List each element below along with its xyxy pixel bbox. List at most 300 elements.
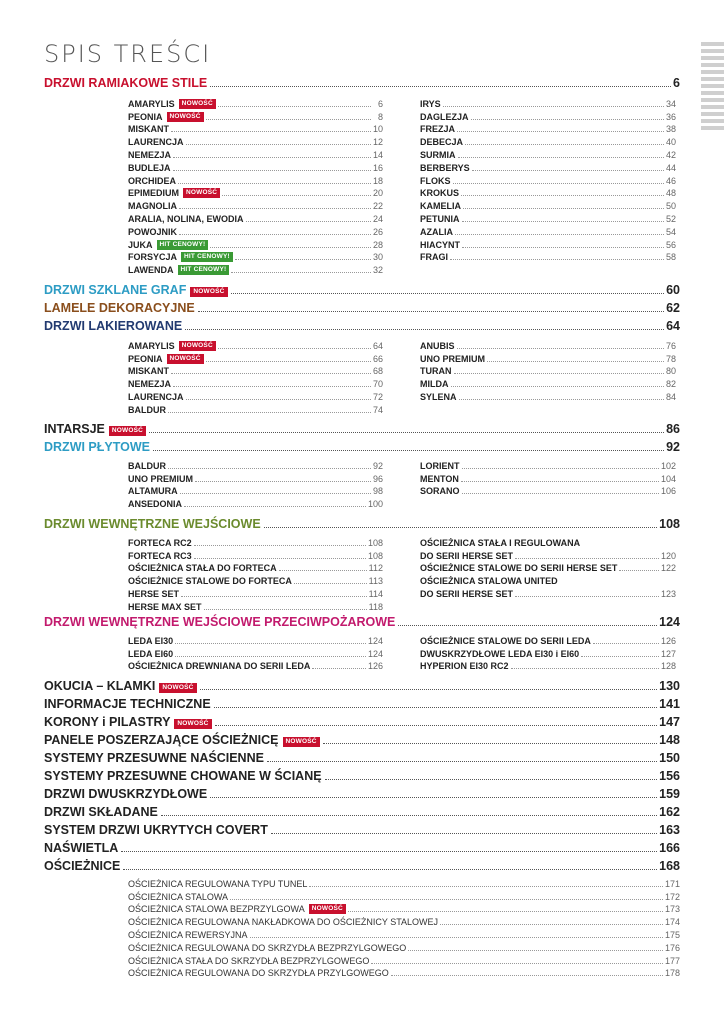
- leader-dots: [206, 119, 371, 120]
- leader-dots: [149, 432, 664, 433]
- entry-page: 8: [377, 111, 383, 122]
- leader-dots: [462, 221, 664, 222]
- entry-label: OŚCIEŻNICA REGULOWANA DO SKRZYDŁA PRZYLGOWEGO: [128, 968, 389, 979]
- entry-page: 172: [664, 891, 680, 902]
- leader-dots: [619, 570, 659, 571]
- toc-entry[interactable]: [420, 573, 676, 586]
- entry-page: 106: [660, 486, 676, 497]
- section-page: 130: [659, 679, 680, 693]
- entry-label: PEONIA: [128, 111, 163, 122]
- toc-entry[interactable]: [128, 364, 383, 377]
- leader-dots: [471, 119, 664, 120]
- leader-dots: [194, 558, 366, 559]
- entry-label: OŚCIEŻNICA REWERSYJNA: [128, 929, 248, 940]
- entry-label: ANSEDONIA: [128, 499, 183, 510]
- section-label: OKUCIA – KLAMKI: [44, 679, 156, 693]
- leader-dots: [309, 886, 663, 887]
- toc-entry[interactable]: [128, 940, 680, 953]
- entry-label: OŚCIEŻNICA STALOWA: [128, 891, 229, 902]
- section-label: DRZWI LAKIEROWANE: [44, 319, 183, 333]
- entry-label: BERBERYS: [420, 162, 470, 173]
- entry-label: OŚCIEŻNICA STALOWA BEZPRZYLGOWA: [128, 904, 305, 915]
- entry-page: 112: [368, 563, 383, 574]
- toc-entry[interactable]: [128, 548, 383, 561]
- section-przesuwne[interactable]: [44, 749, 680, 765]
- section-ramiakowe[interactable]: [44, 74, 680, 90]
- entry-page: 18: [372, 175, 383, 186]
- section-page: 86: [666, 422, 680, 436]
- toc-entry[interactable]: [420, 659, 676, 672]
- toc-entry[interactable]: [128, 147, 383, 160]
- entry-page: 46: [665, 175, 676, 186]
- toc-entry[interactable]: [420, 237, 676, 250]
- toc-entry[interactable]: [420, 186, 676, 199]
- entry-label: OŚCIEŻNICA REGULOWANA TYPU TUNEL: [128, 878, 308, 889]
- toc-entry[interactable]: [420, 548, 676, 561]
- entry-page: 68: [372, 366, 383, 377]
- entry-label: HERSE MAX SET: [128, 601, 202, 612]
- leader-dots: [515, 558, 659, 559]
- entry-label: LEDA EI30: [128, 635, 174, 646]
- leader-dots: [455, 234, 664, 235]
- entry-label: LORIENT: [420, 460, 460, 471]
- toc-entry[interactable]: [128, 484, 383, 497]
- entry-label: AZALIA: [420, 226, 453, 237]
- entry-label: EPIMEDIUM: [128, 188, 180, 199]
- section-label: SYSTEM DRZWI UKRYTYCH COVERT: [44, 823, 268, 837]
- leader-dots: [250, 937, 663, 938]
- toc-entry[interactable]: [420, 458, 676, 471]
- entry-page: 128: [660, 661, 676, 672]
- leader-dots: [267, 761, 657, 762]
- new-badge: NOWOŚĆ: [309, 904, 346, 914]
- toc-entry[interactable]: [128, 914, 680, 927]
- toc-entry[interactable]: [420, 484, 676, 497]
- new-badge: NOWOŚĆ: [283, 737, 320, 747]
- leader-dots: [175, 643, 366, 644]
- section-chowane[interactable]: [44, 767, 680, 783]
- toc-entry[interactable]: [128, 496, 383, 509]
- entry-label: DO SERII HERSE SET: [420, 550, 514, 561]
- section-label: PANELE POSZERZAJĄCE OŚCIEŻNICĘ: [44, 733, 279, 747]
- section-wejsciowe[interactable]: [44, 515, 680, 531]
- entry-page: 80: [665, 366, 676, 377]
- entry-label: BALDUR: [128, 404, 166, 415]
- toc-entry[interactable]: [128, 122, 383, 135]
- entry-page: 82: [665, 379, 676, 390]
- leader-dots: [462, 493, 659, 494]
- entry-label: OŚCIEŻNICA STAŁA DO FORTECA: [128, 563, 277, 574]
- entry-page: 118: [368, 601, 383, 612]
- leader-dots: [458, 157, 664, 158]
- toc-entry[interactable]: [128, 902, 680, 915]
- toc-entry[interactable]: [128, 953, 680, 966]
- entry-page: 24: [372, 213, 383, 224]
- toc-entry[interactable]: [128, 876, 680, 889]
- leader-dots: [179, 208, 371, 209]
- entry-page: 173: [664, 904, 680, 915]
- section-label: INFORMACJE TECHNICZNE: [44, 697, 211, 711]
- entry-page: 28: [372, 239, 383, 250]
- leader-dots: [371, 963, 663, 964]
- entry-label: DEBECJA: [420, 137, 464, 148]
- entry-label: PETUNIA: [420, 213, 460, 224]
- toc-entry[interactable]: [420, 211, 676, 224]
- entry-page: 171: [664, 878, 680, 889]
- toc-entry[interactable]: [420, 250, 676, 263]
- toc-entry[interactable]: [128, 927, 680, 940]
- toc-entry[interactable]: [420, 198, 676, 211]
- section-szklane[interactable]: [44, 281, 680, 297]
- section-label: OŚCIEŻNICE: [44, 859, 121, 873]
- toc-entry[interactable]: [128, 173, 383, 186]
- leader-dots: [186, 144, 371, 145]
- section-plytowe[interactable]: [44, 438, 680, 454]
- section-przeciwpozarowe[interactable]: [44, 613, 680, 629]
- section-page: 124: [659, 615, 680, 629]
- toc-entry[interactable]: [128, 134, 383, 147]
- leader-dots: [173, 170, 371, 171]
- entry-page: 102: [660, 460, 676, 471]
- entry-label: LAURENCJA: [128, 137, 184, 148]
- leader-dots: [161, 815, 657, 816]
- entry-label: FRAGI: [420, 252, 448, 263]
- leader-dots: [487, 361, 664, 362]
- toc-entry[interactable]: [128, 376, 383, 389]
- entry-label: AMARYLIS: [128, 98, 175, 109]
- entry-label: POWOJNIK: [128, 226, 178, 237]
- entry-page: 98: [372, 486, 383, 497]
- leader-dots: [173, 386, 371, 387]
- entry-page: 58: [665, 252, 676, 263]
- list-wejsciowe-left: [128, 535, 383, 612]
- section-page: 147: [659, 715, 680, 729]
- toc-entry[interactable]: [420, 224, 676, 237]
- toc-entry[interactable]: [128, 160, 383, 173]
- toc-entry[interactable]: [128, 561, 383, 574]
- list-przeciwpozarowe-left: [128, 633, 383, 671]
- toc-entry[interactable]: [420, 96, 676, 109]
- list-ramiakowe-left: [128, 96, 383, 275]
- leader-dots: [218, 348, 371, 349]
- toc-entry[interactable]: [420, 338, 676, 351]
- entry-label: IRYS: [420, 98, 441, 109]
- toc-entry[interactable]: [420, 561, 676, 574]
- leader-dots: [168, 412, 371, 413]
- hit-badge: HIT CENOWY!: [157, 240, 209, 250]
- section-covert[interactable]: [44, 821, 680, 837]
- entry-page: 108: [367, 550, 383, 561]
- section-label: DRZWI PŁYTOWE: [44, 440, 151, 454]
- leader-dots: [153, 450, 664, 451]
- section-lakierowane[interactable]: [44, 317, 680, 333]
- toc-entry[interactable]: [420, 147, 676, 160]
- entry-label: OŚCIEŻNICE STALOWE DO SERII LEDA: [420, 635, 591, 646]
- leader-dots: [230, 899, 663, 900]
- entry-label: ALTAMURA: [128, 486, 178, 497]
- toc-entry[interactable]: [420, 134, 676, 147]
- toc-entry[interactable]: [128, 262, 383, 275]
- entry-page: 124: [367, 648, 383, 659]
- toc-entry[interactable]: [420, 471, 676, 484]
- entry-page: 84: [665, 391, 676, 402]
- section-naswietla[interactable]: [44, 839, 680, 855]
- section-label: INTARSJE: [44, 422, 105, 436]
- section-informacje[interactable]: [44, 695, 680, 711]
- entry-page: 174: [664, 917, 680, 928]
- section-label: LAMELE DEKORACYJNE: [44, 301, 195, 315]
- entry-label: NEMEZJA: [128, 379, 172, 390]
- section-page: 150: [659, 751, 680, 765]
- leader-dots: [218, 106, 371, 107]
- section-page: 148: [659, 733, 680, 747]
- toc-entry[interactable]: [420, 122, 676, 135]
- toc-entry[interactable]: [420, 109, 676, 122]
- list-oscieznice: [128, 876, 680, 978]
- section-skladane[interactable]: [44, 803, 680, 819]
- toc-entry[interactable]: [128, 646, 383, 659]
- section-label: SYSTEMY PRZESUWNE NAŚCIENNE: [44, 751, 264, 765]
- leader-dots: [323, 743, 657, 744]
- entry-label: HIACYNT: [420, 239, 460, 250]
- toc-entry[interactable]: [128, 351, 383, 364]
- leader-dots: [461, 481, 659, 482]
- leader-dots: [450, 259, 664, 260]
- entry-label: BALDUR: [128, 460, 166, 471]
- new-badge: NOWOŚĆ: [159, 683, 196, 693]
- entry-page: 124: [367, 635, 383, 646]
- leader-dots: [581, 656, 659, 657]
- entry-page: 48: [665, 188, 676, 199]
- toc-entry[interactable]: [128, 198, 383, 211]
- entry-label: OŚCIEŻNICA STALOWA UNITED: [420, 576, 558, 587]
- leader-dots: [200, 689, 658, 690]
- entry-label: FREZJA: [420, 124, 456, 135]
- entry-page: 104: [660, 473, 676, 484]
- toc-entry[interactable]: [420, 633, 676, 646]
- section-page: 92: [666, 440, 680, 454]
- entry-label: LAWENDA: [128, 265, 174, 276]
- entry-page: 78: [665, 353, 676, 364]
- section-page: 166: [659, 841, 680, 855]
- entry-page: 96: [372, 473, 383, 484]
- leader-dots: [459, 399, 664, 400]
- toc-entry[interactable]: [420, 535, 676, 548]
- section-lamele[interactable]: [44, 299, 680, 315]
- toc-entry[interactable]: [128, 338, 383, 351]
- entry-label: LAURENCJA: [128, 391, 184, 402]
- toc-entry[interactable]: [128, 237, 383, 250]
- entry-page: 42: [665, 149, 676, 160]
- entry-label: OŚCIEŻNICE STALOWE DO SERII HERSE SET: [420, 563, 618, 574]
- entry-label: MENTON: [420, 473, 459, 484]
- section-label: DRZWI RAMIAKOWE STILE: [44, 76, 208, 90]
- entry-page: 6: [377, 98, 383, 109]
- entry-page: 38: [665, 124, 676, 135]
- entry-label: NEMEZJA: [128, 149, 172, 160]
- section-label: KORONY i PILASTRY: [44, 715, 171, 729]
- leader-dots: [246, 221, 371, 222]
- entry-label: MISKANT: [128, 366, 169, 377]
- toc-entry[interactable]: [420, 586, 676, 599]
- leader-dots: [443, 106, 664, 107]
- leader-dots: [462, 468, 659, 469]
- entry-page: 126: [367, 661, 383, 672]
- entry-label: KAMELIA: [420, 201, 461, 212]
- toc-entry[interactable]: [420, 376, 676, 389]
- toc-entry[interactable]: [128, 889, 680, 902]
- toc-entry[interactable]: [128, 250, 383, 263]
- decorative-stripes: [701, 42, 724, 132]
- section-label: SYSTEMY PRZESUWNE CHOWANE W ŚCIANĘ: [44, 769, 322, 783]
- section-dwuskrzydlowe[interactable]: [44, 785, 680, 801]
- section-page: 64: [666, 319, 680, 333]
- list-lakierowane-left: [128, 338, 383, 415]
- leader-dots: [184, 506, 366, 507]
- leader-dots: [195, 481, 371, 482]
- section-panele[interactable]: [44, 731, 680, 747]
- toc-entry[interactable]: [128, 535, 383, 548]
- entry-label: TURAN: [420, 366, 452, 377]
- toc-entry[interactable]: [128, 389, 383, 402]
- toc-entry[interactable]: [420, 160, 676, 173]
- toc-entry[interactable]: [128, 659, 383, 672]
- entry-page: 176: [664, 942, 680, 953]
- toc-entry[interactable]: [420, 351, 676, 364]
- entry-page: 72: [372, 391, 383, 402]
- toc-entry[interactable]: [128, 186, 383, 199]
- new-badge: NOWOŚĆ: [183, 188, 220, 198]
- toc-entry[interactable]: [128, 966, 680, 979]
- toc-entry[interactable]: [128, 96, 383, 109]
- entry-page: 70: [372, 379, 383, 390]
- entry-page: 76: [665, 340, 676, 351]
- leader-dots: [593, 643, 659, 644]
- section-label: NAŚWIETLA: [44, 841, 119, 855]
- new-badge: NOWOŚĆ: [179, 99, 216, 109]
- leader-dots: [194, 545, 366, 546]
- list-plytowe-right: [420, 458, 676, 496]
- leader-dots: [465, 144, 664, 145]
- entry-label: OŚCIEŻNICA STAŁA I REGULOWANA: [420, 537, 581, 548]
- toc-entry[interactable]: [128, 211, 383, 224]
- leader-dots: [457, 348, 664, 349]
- section-page: 162: [659, 805, 680, 819]
- toc-entry[interactable]: [128, 471, 383, 484]
- section-page: 62: [666, 301, 680, 315]
- toc-entry[interactable]: [128, 224, 383, 237]
- entry-label: DAGLEZJA: [420, 111, 469, 122]
- leader-dots: [222, 195, 371, 196]
- entry-label: FORTECA RC3: [128, 550, 192, 561]
- entry-label: OŚCIEŻNICA REGULOWANA DO SKRZYDŁA BEZPRZYLGOWEGO: [128, 942, 407, 953]
- entry-label: OŚCIEŻNICA STAŁA DO SKRZYDŁA BEZPRZYLGOWEGO: [128, 955, 370, 966]
- leader-dots: [168, 468, 371, 469]
- leader-dots: [185, 329, 664, 330]
- leader-dots: [440, 924, 663, 925]
- list-plytowe-left: [128, 458, 383, 509]
- leader-dots: [271, 833, 657, 834]
- leader-dots: [206, 361, 371, 362]
- toc-entry[interactable]: [128, 573, 383, 586]
- entry-label: BUDLEJA: [128, 162, 171, 173]
- toc-entry[interactable]: [128, 586, 383, 599]
- entry-page: 44: [665, 162, 676, 173]
- entry-page: 108: [367, 537, 383, 548]
- leader-dots: [231, 272, 371, 273]
- toc-entry[interactable]: [420, 173, 676, 186]
- leader-dots: [312, 668, 366, 669]
- section-label: DRZWI SKŁADANE: [44, 805, 158, 819]
- leader-dots: [198, 311, 664, 312]
- leader-dots: [186, 399, 371, 400]
- hit-badge: HIT CENOWY!: [181, 252, 233, 262]
- leader-dots: [461, 195, 664, 196]
- entry-label: KROKUS: [420, 188, 460, 199]
- leader-dots: [179, 234, 371, 235]
- entry-page: 22: [372, 201, 383, 212]
- section-korony[interactable]: [44, 713, 680, 729]
- section-page: 108: [659, 517, 680, 531]
- toc-entry[interactable]: [420, 364, 676, 377]
- entry-page: 66: [372, 353, 383, 364]
- leader-dots: [204, 609, 367, 610]
- entry-label: JUKA: [128, 239, 153, 250]
- entry-label: MAGNOLIA: [128, 201, 177, 212]
- section-page: 159: [659, 787, 680, 801]
- leader-dots: [457, 131, 664, 132]
- section-intarsje[interactable]: [44, 420, 680, 436]
- toc-entry[interactable]: [128, 402, 383, 415]
- leader-dots: [348, 911, 663, 912]
- entry-page: 12: [372, 137, 383, 148]
- toc-entry[interactable]: [128, 633, 383, 646]
- entry-page: 30: [372, 252, 383, 263]
- toc-entry[interactable]: [128, 458, 383, 471]
- toc-entry[interactable]: [420, 389, 676, 402]
- list-wejsciowe-right: [420, 535, 676, 599]
- leader-dots: [294, 583, 367, 584]
- entry-label: OŚCIEŻNICA REGULOWANA NAKŁADKOWA DO OŚCIEŻNICY STALOWEJ: [128, 917, 439, 928]
- leader-dots: [511, 668, 659, 669]
- entry-page: 10: [372, 124, 383, 135]
- new-badge: NOWOŚĆ: [174, 719, 211, 729]
- section-page: 163: [659, 823, 680, 837]
- toc-entry[interactable]: [128, 599, 383, 612]
- section-oscieznice[interactable]: [44, 857, 680, 873]
- section-label: DRZWI SZKLANE GRAF: [44, 283, 187, 297]
- leader-dots: [173, 157, 371, 158]
- section-okucia[interactable]: [44, 677, 680, 693]
- entry-page: 127: [660, 648, 676, 659]
- toc-entry[interactable]: [420, 646, 676, 659]
- entry-page: 100: [367, 499, 383, 510]
- entry-page: 52: [665, 213, 676, 224]
- leader-dots: [325, 779, 658, 780]
- entry-label: OŚCIEŻNICA DREWNIANA DO SERII LEDA: [128, 661, 311, 672]
- entry-label: ANUBIS: [420, 340, 455, 351]
- entry-page: 113: [368, 576, 383, 587]
- leader-dots: [279, 570, 367, 571]
- toc-entry[interactable]: [128, 109, 383, 122]
- entry-page: 120: [660, 550, 676, 561]
- entry-page: 74: [372, 404, 383, 415]
- new-badge: NOWOŚĆ: [190, 287, 227, 297]
- leader-dots: [214, 707, 657, 708]
- leader-dots: [515, 596, 659, 597]
- leader-dots: [408, 950, 663, 951]
- entry-label: AMARYLIS: [128, 340, 175, 351]
